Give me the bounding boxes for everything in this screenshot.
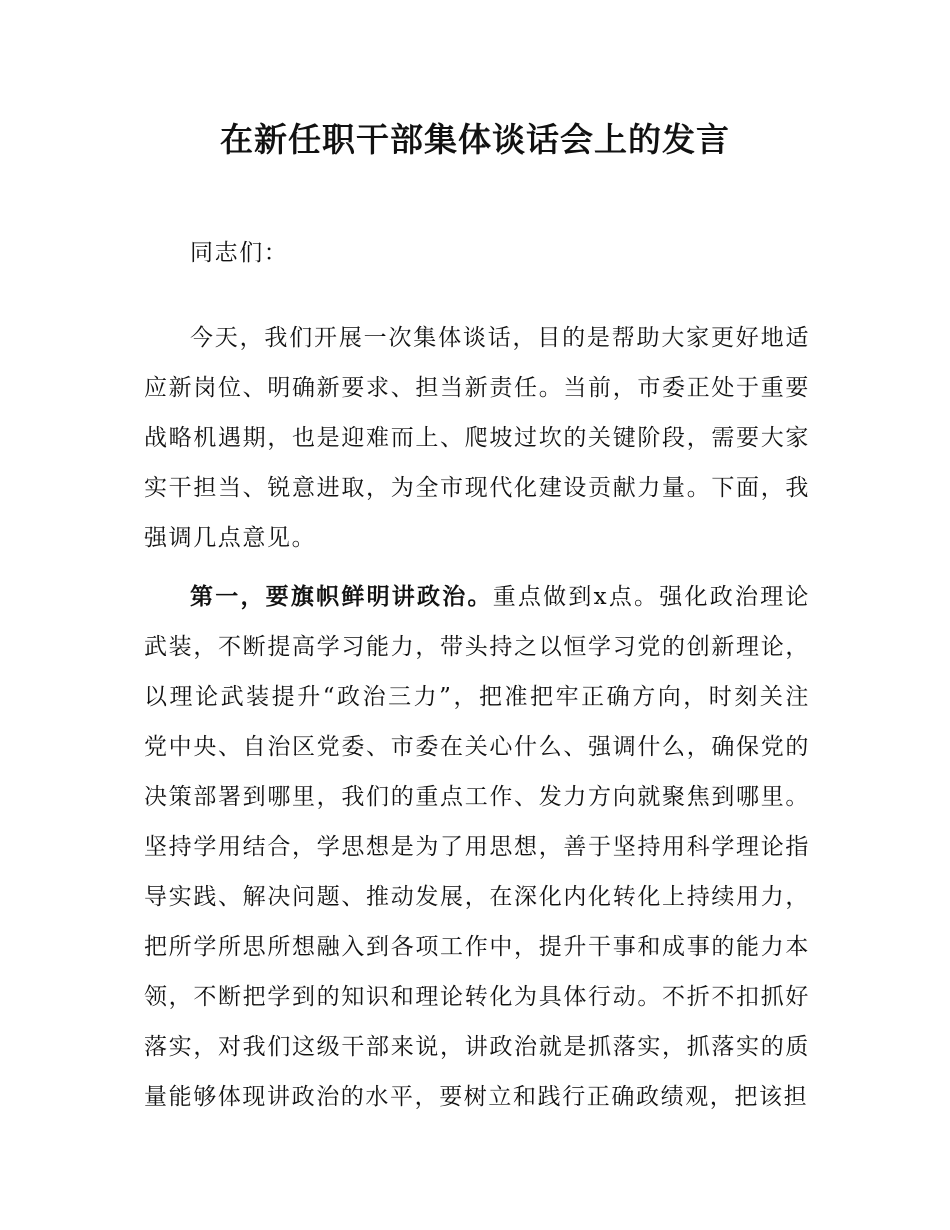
greeting: 同志们： [190, 240, 289, 266]
paragraph-first-point-text: 重点做到x点。强化政治理论武装，不断提高学习能力，带头持之以恒学习党的创新理论，以理论武装提升“政治三力”，把准把牢正确方向，时刻关注党中央、自治区党委、市委在关心什么、强调什么，确保党的决策部署到哪里，我们的重点工作、发力方向就聚焦到哪里。坚持学用结合，学思想是为了用思想，善于坚持用科学理论指导实践、解决问题、推动发展，在深化内化转化上持续用力，把所学所思所想融入到各项工作中，提升干事和成事的能力本领，不断把学到的知识和理论转化为具体行动。不折不扣抓好落实，对我们这级干部来说，讲政治就是抓落实，抓落实的质量能够体现讲政治的水平，要树立和践行正确政绩观，把该担 [144, 584, 810, 1110]
paragraph-first-point [144, 572, 810, 1122]
paragraph-intro [144, 313, 810, 563]
document-title: 在新任职干部集体谈话会上的发言 [220, 120, 730, 159]
paragraph-intro-text: 今天，我们开展一次集体谈话，目的是帮助大家更好地适应新岗位、明确新要求、担当新责任。当前，市委正处于重要战略机遇期，也是迎难而上、爬坡过坎的关键阶段，需要大家实干担当、锐意进取，为全市现代化建设贡献力量。下面，我强调几点意见。 [144, 325, 810, 551]
paragraph-lead-heading: 第一，要旗帜鲜明讲政治。 [190, 584, 493, 610]
